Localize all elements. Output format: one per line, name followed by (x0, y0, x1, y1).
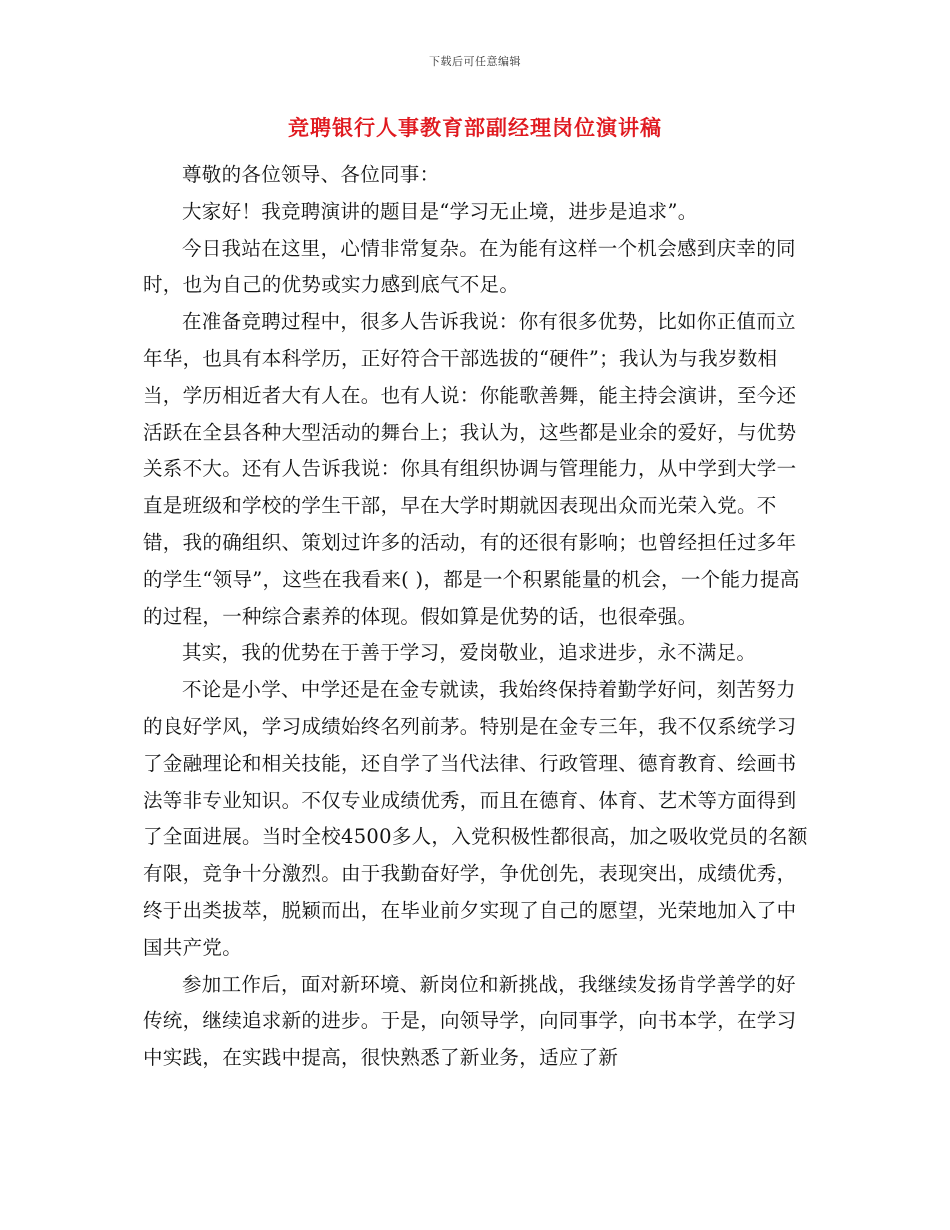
paragraph-strengths: 其实，我的优势在于善于学习，爱岗敬业，追求进步，永不满足。 (182, 641, 757, 665)
paragraph-feelings: 今日我站在这里，心情非常复杂。在为能有这样一个机会感到庆幸的同时，也为自己的优势或实力感到底气不足。 (143, 236, 796, 297)
document-body (143, 157, 808, 1077)
paragraph-preparation: 在准备竞聘过程中，很多人告诉我说：你有很多优势，比如你正值而立年华，也具有本科学历，正好符合干部选拔的“硬件”；我认为与我岁数相当，学历相近者大有人在。也有人说：你能歌善舞，能主持会演讲，至今还活跃在全县各种大型活动的舞台上；我认为，这些都是业余的爱好，与优势关系不大。还有人告诉我说：你具有组织协调与管理能力，从中学到大学一直是班级和学校的学生干部，早在大学时期就因表现出众而光荣入党。不错，我的确组织、策划过许多的活动，有的还很有影响；也曾经担任过多年的学生“领导”，这些在我看来( )，都是一个积累能量的机会，一个能力提高的过程，一种综合素养的体现。假如算是优势的话，也很牵强。 (143, 310, 800, 628)
paragraph-salutation: 尊敬的各位领导、各位同事： (182, 163, 440, 186)
paragraph-work: 参加工作后，面对新环境、新岗位和新挑战，我继续发扬肯学善学的好传统，继续追求新的进步。于是，向领导学，向同事学，向书本学，在学习中实践，在实践中提高，很快熟悉了新业务，适应了新 (143, 972, 797, 1070)
paragraph-greeting: 大家好！我竞聘演讲的题目是“学习无止境，进步是追求”。 (182, 199, 698, 223)
page-header-note: 下载后可任意编辑 (429, 55, 521, 68)
paragraph-studies: 不论是小学、中学还是在金专就读，我始终保持着勤学好问，刻苦努力的良好学风，学习成绩始终名列前茅。特别是在金专三年，我不仅系统学习了金融理论和相关技能，还自学了当代法律、行政管理、德育教育、绘画书法等非专业知识。不仅专业成绩优秀，而且在德育、体育、艺术等方面得到了全面进展。当时全校4500多人，入党积极性都很高，加之吸收党员的名额有限，竞争十分激烈。由于我勤奋好学，争优创先，表现突出，成绩优秀，终于出类拔萃，脱颖而出，在毕业前夕实现了自己的愿望，光荣地加入了中国共产党。 (143, 678, 808, 959)
document-title: 竞聘银行人事教育部副经理岗位演讲稿 (288, 115, 662, 140)
